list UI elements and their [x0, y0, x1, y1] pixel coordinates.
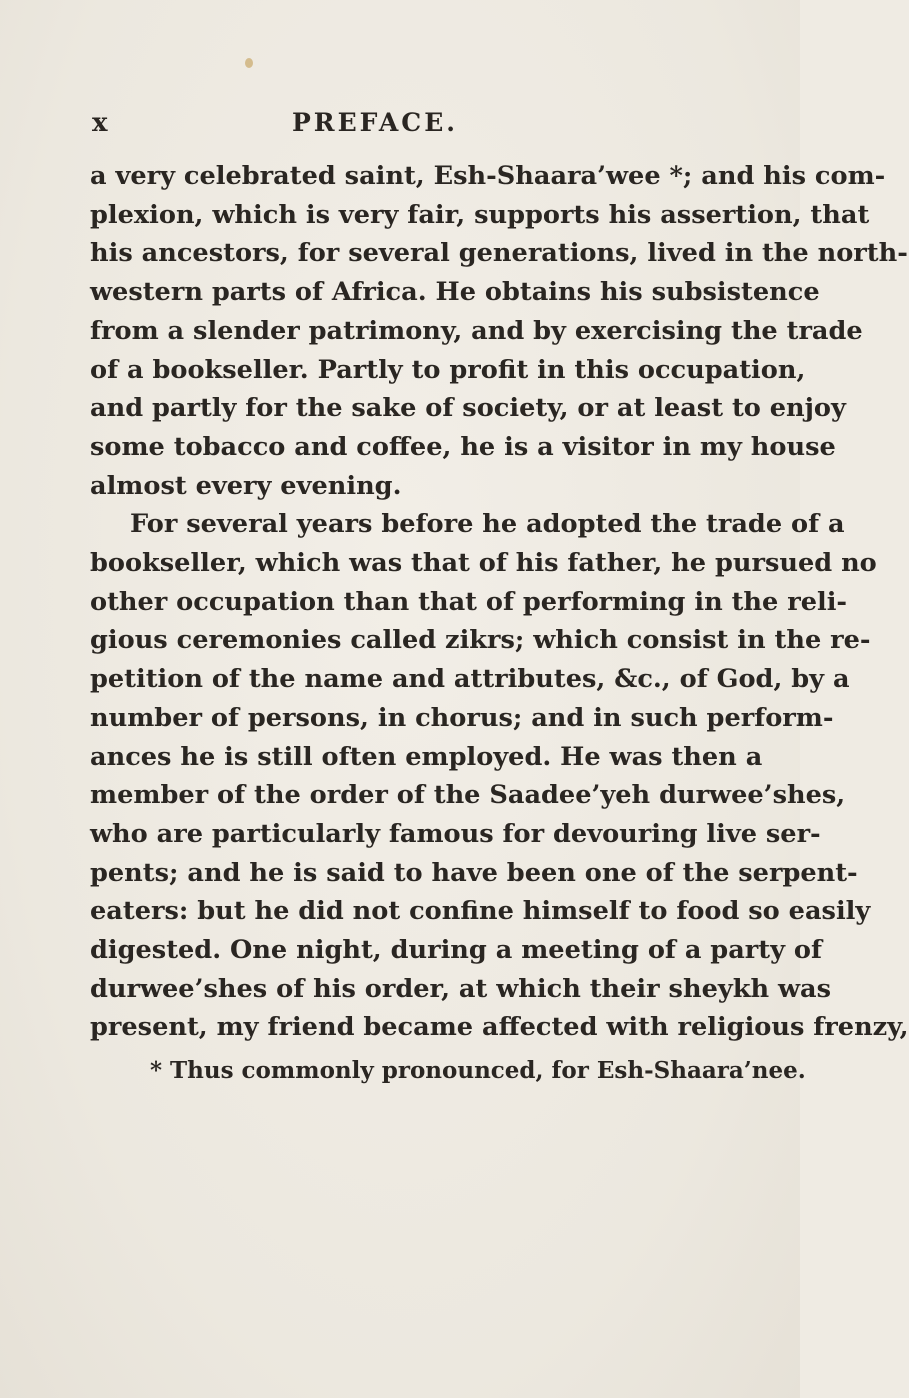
text-line: number of persons, in chorus; and in such perform- — [90, 702, 834, 733]
text-line: ances he is still often employed. He was then a — [90, 741, 763, 772]
text-line: plexion, which is very fair, supports his assertion, that — [90, 199, 870, 230]
paper-stain — [245, 58, 253, 68]
text-line: some tobacco and coffee, he is a visitor in my house — [90, 431, 836, 462]
text-line: petition of the name and attributes, &c., of God, by a — [90, 664, 850, 695]
text-line: other occupation than that of performing in the reli- — [90, 586, 848, 617]
text-line: present, my friend became affected with religious frenzy, — [90, 1012, 909, 1043]
text-line: durwee’shes of his order, at which their sheykh was — [90, 973, 831, 1004]
text-line: a very celebrated saint, Esh-Shaara’wee *; and his com- — [90, 161, 886, 191]
text-line: of a bookseller. Partly to profit in this occupation, — [90, 354, 806, 385]
text-line: eaters: but he did not confine himself to food so easily — [90, 896, 871, 927]
text-line: and partly for the sake of society, or at least to enjoy — [90, 393, 846, 424]
text-line: from a slender patrimony, and by exercising the trade — [90, 315, 863, 346]
paragraph-start-line: For several years before he adopted the trade of a — [130, 509, 845, 540]
text-line: who are particularly famous for devouring live ser- — [90, 818, 821, 849]
page-number: x — [92, 108, 109, 138]
text-line: his ancestors, for several generations, lived in the north- — [90, 238, 908, 269]
footnote: * Thus commonly pronounced, for Esh-Shaara’nee. — [150, 1057, 806, 1085]
text-line: almost every evening. — [90, 470, 402, 501]
text-line: pents; and he is said to have been one of the serpent- — [90, 857, 858, 888]
running-head: PREFACE. — [292, 108, 458, 137]
text-line: digested. One night, during a meeting of a party of — [90, 935, 822, 965]
text-line: gious ceremonies called zikrs; which consist in the re- — [90, 625, 871, 656]
text-line: western parts of Africa. He obtains his subsistence — [90, 277, 820, 308]
text-line: bookseller, which was that of his father, he pursued no — [90, 548, 877, 578]
page-header — [92, 108, 712, 144]
text-line: member of the order of the Saadee’yeh durwee’shes, — [90, 780, 846, 811]
